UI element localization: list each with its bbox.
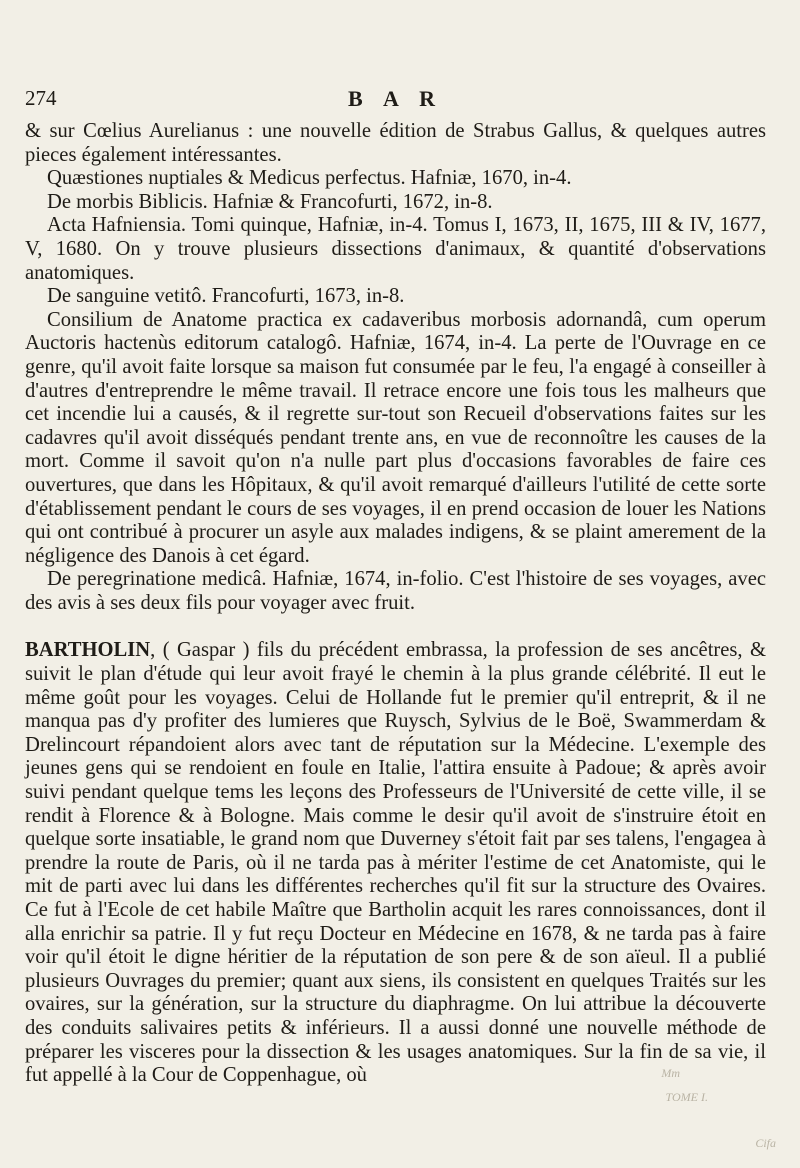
entry-consilium: Consilium de Anatome practica ex cadaveribus morbosis adornandâ, cum operum Auctoris hactenùs editorum catalogô. Hafniæ, 1674, in-4. La perte de l'Ouvrage en ce genre, qu'il avoit faite lorsque sa maison fut consumée par le feu, l'a engagé à conseiller à d'autres d'entreprendre le même travail. Il retrace encore une fois tous les malheurs que cet incendie lui a causés, & il regrette sur-tout son Recueil d'observations faites sur les cadavres qu'il avoit disséqués pendant trente ans, en vue de reconnoître les causes de la mort. Comme il savoit qu'on n'a nulle part plus d'occasions favorables de faire ces ouvertures, que dans les Hôpitaux, & qu'il avoit remarqué d'ailleurs l'utilité de cette sorte d'établissement pendant le cours de ses voyages, il en prend occasion de louer les Nations qui ont contribué à procurer un asyle aux malades indigens, & se plaint amerement de la négligence des Danois à cet égard. [25,308,766,567]
article-bartholin [25,639,766,1087]
entry-acta-hafniensia: Acta Hafniensia. Tomi quinque, Hafniæ, in-4. Tomus I, 1673, II, 1675, III & IV, 1677, V, 1680. On y trouve plusieurs dissections d'animaux, & quantité d'observations anatomiques. [25,214,766,284]
bleed-through-catchword: Cifa [755,1136,776,1150]
paragraph-continuation: & sur Cœlius Aurelianus : une nouvelle édition de Strabus Gallus, & quelques autres pieces également intéressantes. [25,120,766,166]
section-gap [25,615,766,639]
page-number: 274 [25,86,57,110]
article-body: , ( Gaspar ) fils du précédent embrassa, la profession de ses ancêtres, & suivit le plan d'étude qui leur avoit frayé le chemin à la plus grande célébrité. Il eut le même goût pour les voyages. Celui de Hollande fut le premier qu'il entreprit, & il ne manqua pas d'y profiter des lumieres que Ruysch, Sylvius de le Boë, Swammerdam & Drelincourt répandoient alors avec tant de réputation sur la Médecine. L'exemple des jeunes gens qui se rendoient en foule en Italie, l'attira ensuite à Padoue; & après avoir suivi pendant quelque tems les leçons des Professeurs de l'Université de cette ville, il se rendit à Florence & à Bologne. Mais comme le desir qu'il avoit de s'instruire étoit en quelque sorte insatiable, le grand nom que Duverney s'étoit fait par ses talens, l'engagea à prendre la route de Paris, où il ne tarda pas à mériter l'estime de cet Anatomiste, qui le mit de parti avec lui dans les différentes recherches qu'il fit sur la structure des Ovaires. Ce fut à l'Ecole de cet habile Maître que Bartholin acquit les rares connoissances, dont il alla enrichir sa patrie. Il y fut reçu Docteur en Médecine en 1678, & ne tarda pas à faire voir qu'il étoit le digne héritier de la réputation de son pere & de son aïeul. Il a publié plusieurs Ouvrages du premier; quant aux siens, ils consistent en quelques Traités sur les ovaires, sur la génération, sur la structure du diaphragme. On lui attribue la découverte des conduits salivaires petits & inférieurs. Il a aussi donné une nouvelle méthode de préparer les visceres pour la dissection & les usages anatomiques. Sur la fin de sa vie, il fut appellé à la Cour de Coppenhague, où [25,639,766,1087]
article-headword: BARTHOLIN [25,639,151,662]
entry-de-morbis: De morbis Biblicis. Hafniæ & Francofurti, 1672, in-8. [47,190,493,213]
page-header [25,86,766,120]
bleed-through-signature: Mm [661,1066,680,1080]
entry-quaestiones: Quæstiones nuptiales & Medicus perfectus. Hafniæ, 1670, in-4. [47,167,572,190]
body-text [25,120,766,1088]
entry-de-sanguine: De sanguine vetitô. Francofurti, 1673, in-8. [47,285,405,308]
bleed-through-footer: TOME I. [665,1090,708,1104]
entry-de-peregrinatione: De peregrinatione medicâ. Hafniæ, 1674, in-folio. C'est l'histoire de ses voyages, avec des avis à ses deux fils pour voyager avec fruit. [25,568,766,614]
running-head: B A R [347,86,444,111]
